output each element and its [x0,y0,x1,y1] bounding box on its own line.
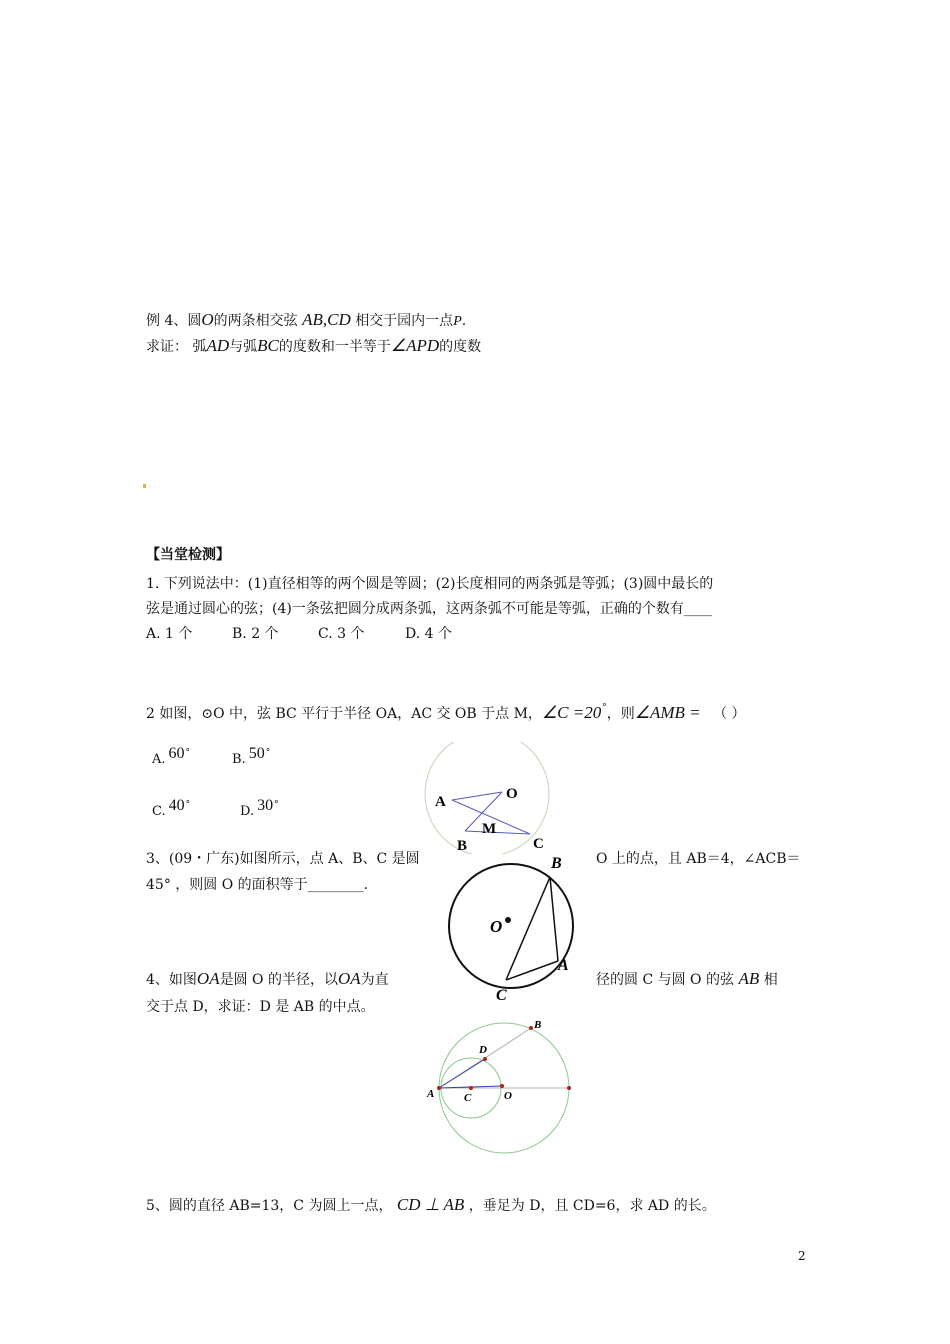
q4-line1-right [596,969,778,989]
q4-text: 径的圆 C 与圆 O 的弦 [596,972,734,988]
q3-label-c: C [496,987,507,1004]
q3-label-b: B [551,855,562,872]
option-letter: D. [240,804,255,819]
q5-math-cd-perp-ab: CD ⊥ AB [396,1195,465,1214]
q5-text: 5、圆的直径 AB=13，C 为圆上一点， [146,1198,393,1214]
q1-line1: 1. 下列说法中：(1)直径相等的两个圆是等圆；(2)长度相同的两条弧是等弧；(3)圆中最长的 [146,576,714,592]
q2-text: 2 如图，⊙O 中，弦 BC 平行于半径 OA，AC 交 OB 于点 M， [146,706,542,722]
example4-line2 [146,336,481,356]
q4-label-c: C [464,1092,472,1104]
ex4-math-bc: BC [257,336,279,355]
option-value: 60 [168,745,185,762]
ex4-math-o: O [201,310,214,329]
q3-line1-left: 3、(09・广东)如图所示，点 A、B、C 是圆 [146,851,420,867]
q4-point-d [483,1057,487,1061]
ex4-text: 相交于园内一点 [355,313,454,329]
q4-label-o: O [504,1090,512,1102]
q3-line2: 45° ，则圆 O 的面积等于________. [146,877,369,893]
q4-text: 4、如图 [146,972,197,988]
q2-degree: ° [185,748,191,758]
q2-answer-paren: （ ） [713,706,746,722]
q2-degree: ° [274,800,279,810]
option-value: 50 [248,745,265,762]
q3-segment-ba [550,877,558,961]
option-value: 40 [168,797,185,814]
q2-degree: ° [602,703,607,713]
q3-segment-bc [506,877,550,980]
q2-degree: ° [265,748,271,758]
page-number: 2 [798,1249,806,1263]
q4-label-a: A [427,1088,435,1100]
ex4-dot: . [461,313,467,329]
ex4-text: 例 4、圆 [146,313,202,329]
q3-line1-right: O 上的点，且 AB＝4，∠ACB＝ [596,851,801,867]
q2-line [146,703,746,723]
q3-label-o: O [490,917,503,936]
q2-text: ，则 [606,706,635,722]
ex4-math-p: P [453,314,462,329]
q4-line1-left [146,969,389,989]
ex4-text: 求证： 弧 [146,339,207,355]
example4-line1 [146,310,466,330]
ex4-text: 的度数和一半等于 [278,339,391,355]
ex4-text: 的两条相交弦 [213,313,298,329]
q2-label-b: B [457,838,468,854]
q4-point-c [469,1086,473,1090]
q5-text: ，垂足为 D，且 CD=6，求 AD 的长。 [468,1198,716,1214]
q1-option-c: C. 3 个 [318,626,365,642]
q2-label-o: O [506,786,518,802]
q2-option-c [152,797,191,820]
q2-angle-c: ∠C =20 [541,703,602,722]
q4-math-oa: OA [337,969,361,988]
q5-line [146,1195,716,1215]
q2-option-d [240,797,279,820]
q4-point-a [437,1086,441,1090]
q4-math-oa: OA [196,969,220,988]
q4-label-d: D [479,1044,487,1056]
q2-angle-amb: ∠AMB = [634,703,701,722]
q2-segment-ao [452,792,502,800]
q2-figure [420,742,570,854]
q4-text: 为直 [360,972,389,988]
q3-figure [440,852,580,1008]
option-letter: B. [232,752,246,767]
section-title: 【当堂检测】 [146,547,230,563]
q4-point-b [529,1026,533,1030]
q2-option-a [152,745,191,768]
q4-point-end [567,1086,571,1090]
q3-label-a: A [558,957,569,974]
q2-label-a: A [435,794,446,810]
q4-segment-ad [439,1059,485,1088]
q1-option-a: A. 1 个 [146,626,193,642]
ex4-math-angle: ∠APD [390,336,440,355]
q3-center-dot [505,917,511,923]
q3-segment-ca [506,961,558,980]
option-letter: A. [152,752,166,767]
q4-figure [424,1014,582,1184]
q2-option-b [232,745,271,768]
q2-segment-bc [465,831,530,834]
ex4-math-ad: AD [206,336,230,355]
ex4-text: 的度数 [439,339,482,355]
stray-mark [143,484,146,488]
q4-line2: 交于点 D，求证：D 是 AB 的中点。 [146,999,375,1015]
q2-degree: ° [185,800,191,810]
q2-label-c: C [533,836,544,852]
ex4-text: 与弧 [229,339,258,355]
q1-line2: 弦是通过圆心的弦；(4)一条弦把圆分成两条弧，这两条弧不可能是等弧，正确的个数有____ [146,601,712,617]
q4-math-ab: AB [738,969,760,988]
q4-text: 相 [763,972,778,988]
q4-text: 是圆 O 的半径，以 [219,972,338,988]
option-value: 30 [257,797,274,814]
q4-point-o [500,1084,504,1088]
option-letter: C. [152,804,166,819]
q1-option-b: B. 2 个 [232,626,279,642]
q2-label-m: M [482,821,497,837]
q1-option-d: D. 4 个 [405,626,452,642]
ex4-math-ab-cd: AB,CD [302,310,351,329]
q4-label-b: B [534,1019,542,1031]
